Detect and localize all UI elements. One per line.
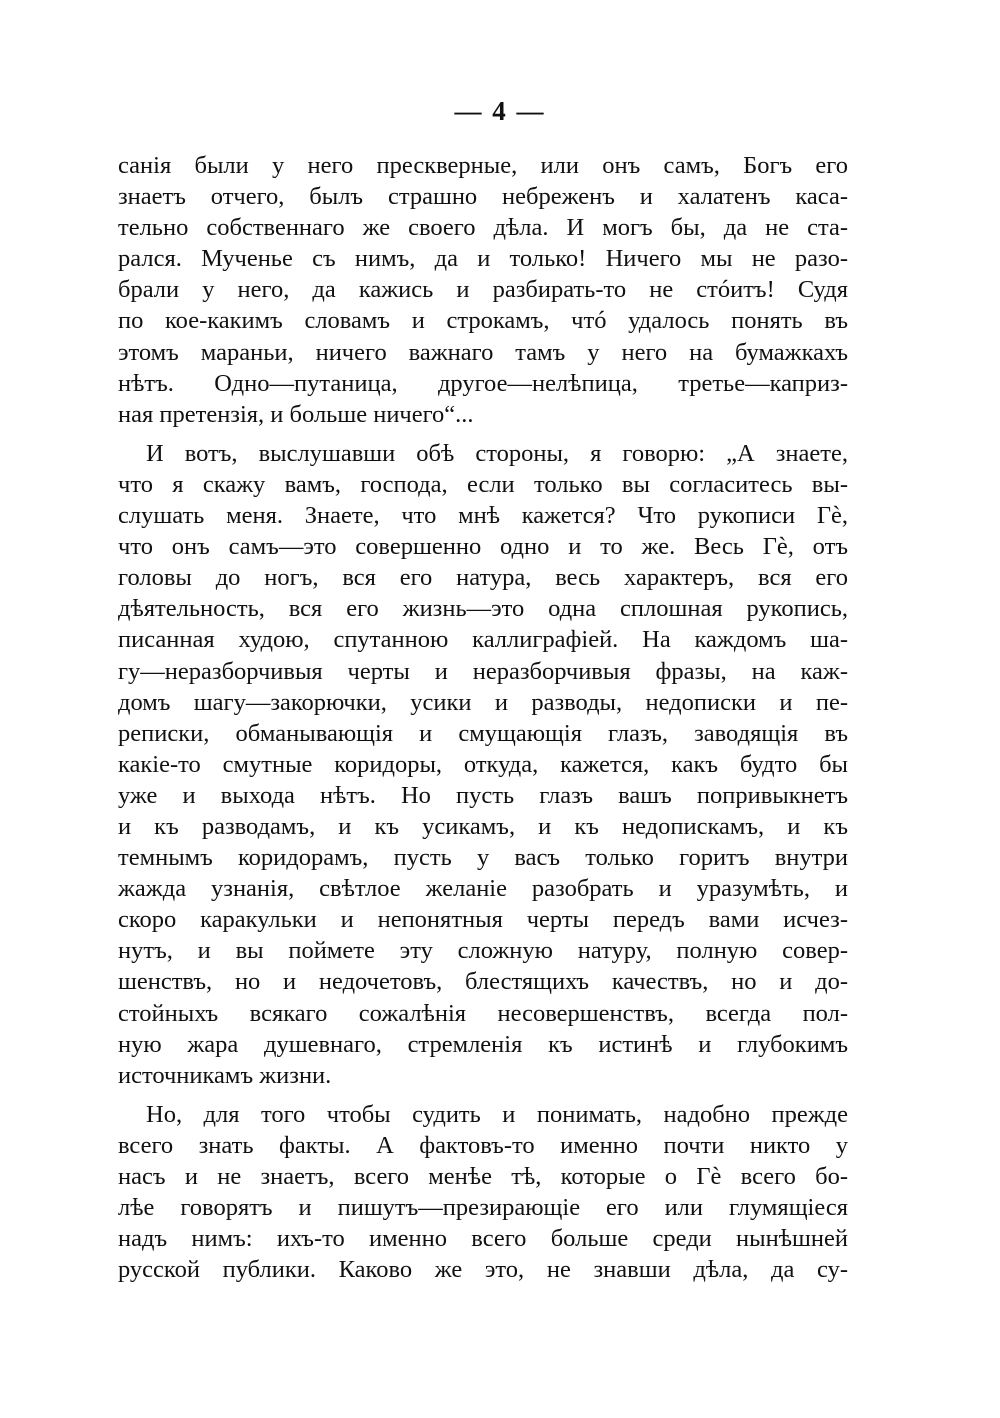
page-number: — 4 — [454, 96, 546, 126]
text-line: всего знать факты. А фактовъ-то именно почти никто у [118, 1131, 848, 1159]
text-line: и къ разводамъ, и къ усикамъ, и къ недопискамъ, и къ [118, 812, 848, 840]
text-line: нѣтъ. Одно—путаница, другое—нелѣпица, третье—каприз- [118, 369, 848, 397]
text-line: источникамъ жизни. [118, 1061, 332, 1089]
paragraph-2 [118, 438, 848, 1091]
text-line: этомъ мараньи, ничего важнаго тамъ у него на бумажкахъ [118, 338, 848, 366]
text-line: реписки, обманывающія и смущающія глазъ, заводящія въ [118, 719, 848, 747]
text-line: писанная худою, спутанною каллиграфіей. На каждомъ ша- [118, 626, 848, 654]
text-line: головы до ногъ, вся его натура, весь характеръ, вся его [118, 564, 848, 592]
paragraph-3 [118, 1099, 848, 1286]
text-line: И вотъ, выслушавши обѣ стороны, я говорю: „А знаете, [146, 439, 848, 467]
text-line: уже и выхода нѣтъ. Но пусть глазъ вашъ попривыкнетъ [118, 781, 848, 809]
text-line: знаетъ отчего, былъ страшно небреженъ и халатенъ каса- [118, 183, 848, 211]
text-line: дѣятельность, вся его жизнь—это одна сплошная рукопись, [118, 595, 848, 623]
text-line: домъ шагу—закорючки, усики и разводы, недописки и пе- [118, 688, 848, 716]
text-line: Но, для того чтобы судить и понимать, надобно прежде [146, 1100, 848, 1128]
text-line: жажда узнанія, свѣтлое желаніе разобрать и уразумѣть, и [118, 875, 848, 903]
text-line: по кое-какимъ словамъ и строкамъ, чтó удалось понять въ [118, 307, 848, 335]
text-line: русской публики. Каково же это, не знавши дѣла, да су- [118, 1256, 848, 1284]
text-line: брали у него, да кажись и разбирать-то не стóитъ! Судя [118, 276, 848, 304]
text-line: темнымъ коридорамъ, пусть у васъ только горитъ внутри [118, 844, 848, 872]
text-line: что я скажу вамъ, господа, если только вы согласитесь вы- [118, 470, 848, 498]
body-text [118, 150, 848, 1293]
text-line: скоро каракульки и непонятныя черты передъ вами исчез- [118, 906, 848, 934]
text-line: санія были у него прескверные, или онъ самъ, Богъ его [118, 152, 848, 179]
text-line: какіе-то смутные коридоры, откуда, кажется, какъ будто бы [118, 750, 848, 778]
text-line: что онъ самъ—это совершенно одно и то же. Весь Гè, отъ [118, 533, 848, 561]
text-line: слушать меня. Знаете, что мнѣ кажется? Что рукописи Гè, [118, 502, 848, 530]
text-line: ная претензія, и больше ничего“... [118, 400, 474, 428]
text-line: стойныхъ всякаго сожалѣнія несовершенствъ, всегда пол- [118, 999, 848, 1027]
text-line: надъ нимъ: ихъ-то именно всего больше среди нынѣшней [118, 1225, 848, 1253]
text-line: шенствъ, но и недочетовъ, блестящихъ качествъ, но и до- [118, 968, 848, 996]
text-line: гу—неразборчивыя черты и неразборчивыя фразы, на каж- [118, 657, 848, 685]
text-line: тельно собственнаго же своего дѣла. И могъ бы, да не ста- [118, 214, 848, 242]
text-line: ную жара душевнаго, стремленія къ истинѣ и глубокимъ [118, 1030, 848, 1058]
text-line: рался. Мученье съ нимъ, да и только! Ничего мы не разо- [118, 245, 848, 273]
text-line: нутъ, и вы поймете эту сложную натуру, полную совер- [118, 937, 848, 965]
text-line: насъ и не знаетъ, всего менѣе тѣ, которые о Гè всего бо- [118, 1163, 848, 1190]
paragraph-1 [118, 150, 848, 430]
text-line: лѣе говорятъ и пишутъ—презирающіе его или глумящіеся [118, 1194, 848, 1222]
